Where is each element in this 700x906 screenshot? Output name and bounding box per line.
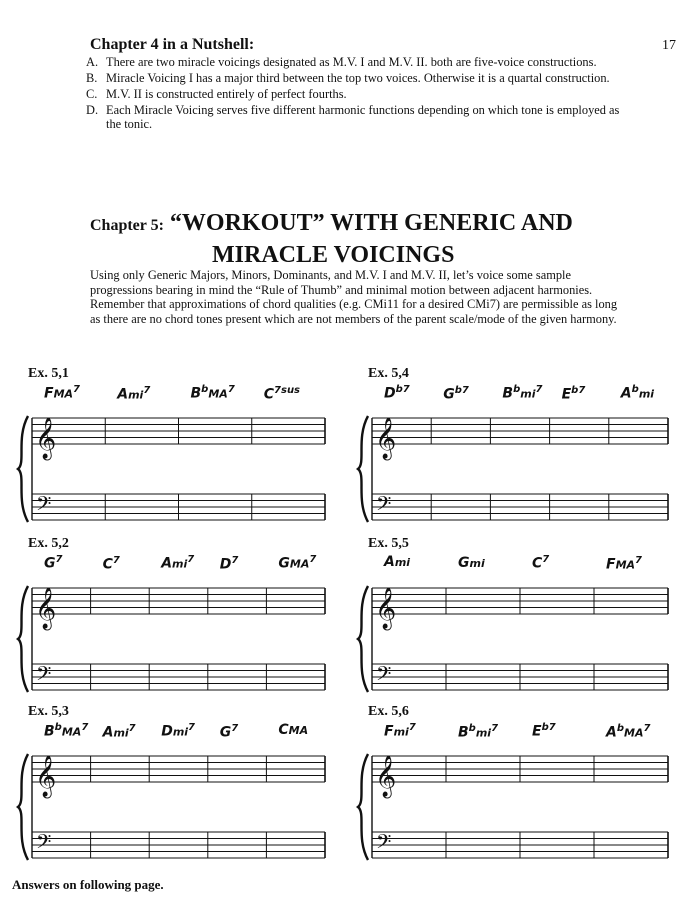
chord-extension: 7	[461, 385, 469, 396]
chord-extension: 7	[535, 384, 543, 395]
chord-symbol	[606, 555, 642, 573]
chord-extension: 7	[309, 554, 317, 565]
chord-root: A	[606, 724, 617, 741]
treble-clef-icon: 𝄞	[375, 418, 397, 459]
chord-symbol	[103, 723, 136, 741]
chapter5-title	[90, 208, 630, 269]
chapter5-title-line2: MIRACLE VOICINGS	[212, 242, 455, 268]
exercise-label: Ex. 5,4	[368, 366, 409, 381]
chord-extension: 7sus	[274, 385, 301, 396]
grand-staff	[10, 576, 329, 696]
chord-root: F	[384, 723, 394, 740]
chord-root: F	[606, 556, 616, 573]
page-number: 17	[662, 38, 676, 53]
chord-symbol	[502, 384, 542, 402]
bass-clef-icon: 𝄢	[376, 830, 392, 858]
grand-staff	[10, 406, 329, 526]
item-marker: D.	[86, 103, 99, 117]
chord-root: A	[102, 724, 114, 741]
chord-extension: 7	[81, 722, 89, 733]
chord-root: B	[190, 385, 202, 402]
summary-item	[86, 71, 626, 85]
exercise-label: Ex. 5,6	[368, 704, 409, 719]
chord-symbol	[458, 555, 485, 571]
chord-root: B	[502, 385, 514, 402]
chord-quality: MA	[61, 725, 82, 739]
item-text: Miracle Voicing I has a major third between the top two voices. Otherwise it is a quartal construction.	[106, 71, 610, 85]
chord-extension: 7	[128, 723, 136, 734]
system-brace	[18, 754, 28, 860]
chord-quality: MA	[624, 726, 644, 740]
chord-extension: 7	[227, 384, 235, 395]
chord-quality: mi	[172, 557, 188, 571]
chord-symbol	[264, 385, 300, 403]
bass-clef-icon: 𝄢	[376, 492, 392, 520]
chord-root: C	[263, 386, 275, 403]
chord-symbol	[44, 722, 88, 740]
chord-extension: 7	[491, 723, 499, 734]
chord-root: B	[458, 724, 469, 741]
chapter5-intro: Using only Generic Majors, Minors, Dominants, and M.V. I and M.V. II, let’s voice some sample progressions bearing in mind the “Rule of Thumb” and minimal motion between adjacent harmonies. Remember that approximations of chord qualities (e.g. CMi11 for a desired CMi7) are permissible as long as there are no chord tones present which are not members of the parent scale/mode of the given harmony.	[90, 268, 618, 326]
chord-extension: 7	[643, 723, 651, 734]
chord-extension: 7	[188, 722, 196, 733]
bass-clef-icon: 𝄢	[36, 830, 52, 858]
chord-quality: MA	[53, 387, 74, 401]
chord-root: G	[278, 555, 290, 572]
chord-symbol	[191, 384, 235, 402]
treble-clef-icon: 𝄞	[35, 588, 57, 629]
chord-symbol	[161, 722, 195, 740]
chord-root: A	[117, 386, 129, 403]
chord-extension: 7	[143, 385, 151, 396]
chord-root: C	[278, 722, 289, 738]
grand-staff	[350, 744, 672, 864]
bass-clef-icon: 𝄢	[376, 662, 392, 690]
chord-root: B	[44, 723, 55, 740]
chord-root: E	[561, 386, 572, 403]
chord-quality: MA	[289, 557, 310, 571]
item-marker: C.	[86, 87, 98, 101]
chord-quality: mi	[394, 556, 411, 569]
item-marker: B.	[86, 71, 98, 85]
chapter4-heading: Chapter 4 in a Nutshell:	[90, 36, 255, 53]
chord-symbol	[278, 554, 316, 572]
system-brace	[358, 416, 368, 522]
chord-quality: mi	[393, 725, 409, 739]
chord-extension: 7	[402, 384, 410, 395]
chord-symbol	[44, 554, 62, 572]
exercise-label: Ex. 5,1	[28, 366, 69, 381]
system-brace	[18, 586, 28, 692]
chord-quality: mi	[172, 725, 189, 739]
chord-extension: 7	[635, 555, 643, 566]
treble-clef-icon: 𝄞	[375, 588, 397, 629]
chord-quality: mi	[469, 557, 485, 570]
chord-symbol	[384, 554, 410, 570]
chord-accidental: b	[468, 723, 476, 734]
chord-extension: 7	[231, 555, 239, 566]
chord-symbol	[44, 384, 80, 402]
chord-root: F	[44, 385, 54, 402]
item-text: There are two miracle voicings designated as M.V. I and M.V. II. both are five-voice constructions.	[106, 55, 597, 69]
chord-quality: MA	[615, 558, 636, 572]
chord-symbol	[606, 723, 650, 741]
chapter4-summary-list	[86, 55, 626, 133]
treble-clef-icon: 𝄞	[35, 418, 57, 459]
chord-root: A	[620, 385, 632, 402]
chord-accidental: b	[541, 722, 549, 733]
chord-accidental: b	[631, 384, 639, 395]
system-brace	[358, 586, 368, 692]
chord-accidental: b	[616, 723, 625, 734]
grand-staff	[350, 576, 672, 696]
chord-accidental: b	[513, 384, 521, 395]
chord-root: A	[384, 554, 395, 570]
chord-quality: mi	[128, 388, 144, 402]
chord-symbol	[103, 555, 120, 573]
chord-extension: 7	[112, 555, 120, 566]
chord-extension: 7	[231, 723, 239, 734]
system-brace	[18, 416, 28, 522]
chord-root: G	[458, 555, 470, 571]
chord-symbol	[220, 555, 239, 573]
chord-accidental: b	[54, 722, 62, 733]
chord-symbol	[384, 384, 410, 402]
bass-clef-icon: 𝄢	[36, 492, 52, 520]
chord-extension: 7	[578, 385, 586, 396]
grand-staff	[10, 744, 329, 864]
chord-quality: mi	[113, 726, 129, 740]
chord-symbol	[562, 385, 586, 403]
chord-root: G	[219, 724, 232, 741]
item-text: Each Miracle Voicing serves five different harmonic functions depending on which tone is employed as the tonic.	[106, 103, 620, 131]
chord-quality: MA	[208, 387, 228, 401]
chord-symbol	[443, 385, 469, 403]
item-marker: A.	[86, 55, 99, 69]
bass-clef-icon: 𝄢	[36, 662, 52, 690]
summary-item	[86, 103, 626, 131]
chord-symbol	[384, 722, 416, 740]
item-text: M.V. II is constructed entirely of perfect fourths.	[106, 87, 347, 101]
footer-note: Answers on following page.	[12, 877, 164, 892]
chapter5-prefix: Chapter 5:	[90, 217, 164, 234]
summary-item	[86, 87, 626, 101]
chord-quality: mi	[475, 726, 492, 740]
chord-root: C	[532, 555, 543, 572]
summary-item	[86, 55, 626, 69]
chord-root: G	[44, 555, 56, 572]
chord-symbol	[278, 722, 308, 738]
chord-root: A	[161, 555, 173, 572]
chord-symbol	[532, 722, 556, 740]
chord-accidental: b	[395, 384, 403, 395]
chord-accidental: b	[571, 385, 579, 396]
chapter5-title-line1: “WORKOUT” WITH GENERIC AND	[169, 210, 573, 236]
chord-symbol	[161, 554, 194, 572]
chord-extension: 7	[408, 722, 416, 733]
chord-symbol	[532, 554, 549, 572]
chord-symbol	[621, 384, 654, 402]
chord-root: G	[443, 386, 455, 403]
chord-quality: mi	[520, 387, 536, 401]
exercise-label: Ex. 5,5	[368, 536, 409, 551]
exercise-label: Ex. 5,2	[28, 536, 69, 551]
chord-quality: MA	[288, 724, 309, 737]
chord-extension: 7	[55, 554, 63, 565]
chord-accidental: b	[201, 384, 209, 395]
grand-staff	[350, 406, 672, 526]
treble-clef-icon: 𝄞	[375, 756, 397, 797]
chord-extension: 7	[73, 384, 81, 395]
chord-symbol	[117, 385, 150, 403]
chord-root: D	[384, 385, 396, 402]
chord-accidental: b	[454, 385, 462, 396]
chord-extension: 7	[542, 554, 550, 565]
chord-symbol	[220, 723, 238, 741]
chord-root: E	[532, 723, 542, 740]
chord-root: C	[102, 556, 113, 573]
exercise-label: Ex. 5,3	[28, 704, 69, 719]
chord-root: D	[219, 556, 232, 573]
chord-symbol	[458, 723, 498, 741]
chord-root: D	[161, 723, 173, 740]
system-brace	[358, 754, 368, 860]
chord-extension: 7	[187, 554, 195, 565]
chord-quality: mi	[638, 387, 655, 401]
chord-extension: 7	[548, 722, 556, 733]
treble-clef-icon: 𝄞	[35, 756, 57, 797]
